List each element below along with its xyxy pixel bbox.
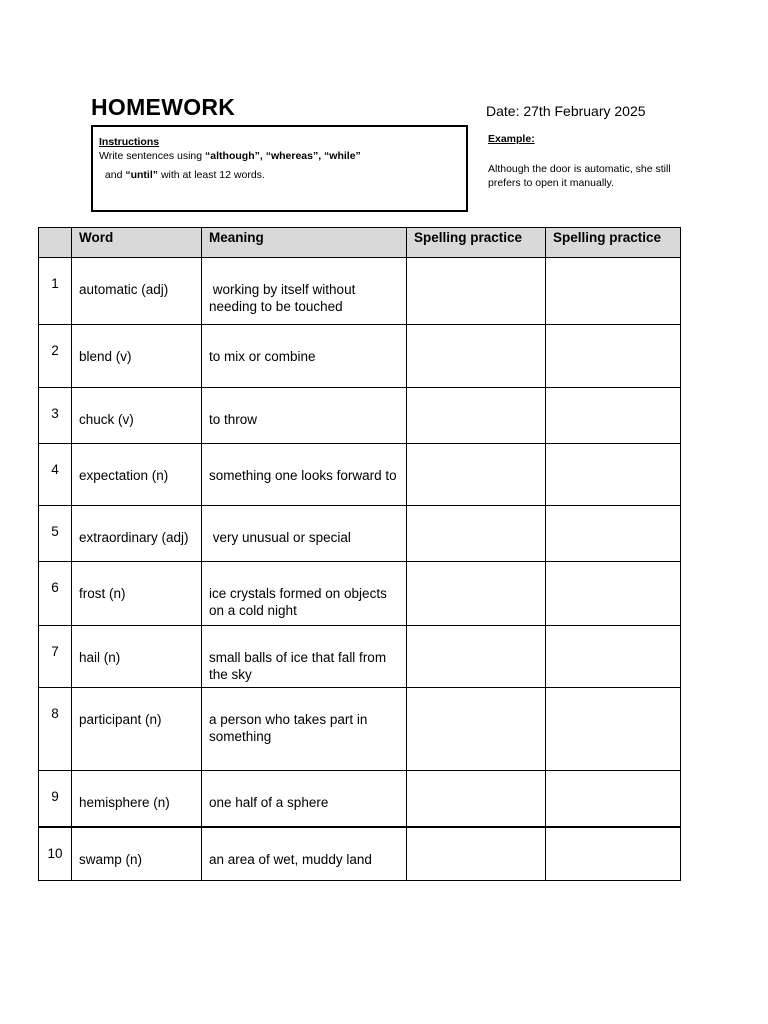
spelling-practice-cell[interactable] bbox=[407, 444, 546, 506]
word-text: participant (n) bbox=[79, 712, 162, 727]
table-row bbox=[39, 771, 681, 827]
table-row bbox=[39, 562, 681, 626]
table-row bbox=[39, 258, 681, 325]
meaning-text: working by itself without needing to be touched bbox=[209, 282, 360, 314]
page-title: HOMEWORK bbox=[91, 94, 236, 120]
spelling-practice-cell[interactable] bbox=[407, 258, 546, 325]
column-header-spelling-1: Spelling practice bbox=[407, 228, 546, 258]
row-number-text: 1 bbox=[51, 276, 59, 291]
word-cell bbox=[72, 258, 202, 325]
spelling-practice-cell[interactable] bbox=[407, 688, 546, 771]
meaning-cell bbox=[202, 626, 407, 688]
meaning-cell bbox=[202, 506, 407, 562]
row-number bbox=[39, 827, 72, 881]
meaning-text: one half of a sphere bbox=[209, 795, 329, 810]
word-text: blend (v) bbox=[79, 349, 132, 364]
meaning-cell bbox=[202, 688, 407, 771]
spelling-practice-cell[interactable] bbox=[546, 325, 681, 388]
spelling-practice-cell[interactable] bbox=[407, 827, 546, 881]
table-row bbox=[39, 325, 681, 388]
vocabulary-table bbox=[38, 227, 681, 881]
spelling-practice-cell[interactable] bbox=[407, 771, 546, 827]
row-number bbox=[39, 771, 72, 827]
meaning-cell bbox=[202, 388, 407, 444]
word-text: hemisphere (n) bbox=[79, 795, 170, 810]
column-header-spelling-2: Spelling practice bbox=[546, 228, 681, 258]
meaning-text: ice crystals formed on objects on a cold night bbox=[209, 586, 387, 618]
table-header-row bbox=[39, 228, 681, 258]
word-text: frost (n) bbox=[79, 586, 126, 601]
table-row bbox=[39, 388, 681, 444]
spelling-practice-cell[interactable] bbox=[546, 388, 681, 444]
row-number-text: 9 bbox=[51, 789, 59, 804]
meaning-cell bbox=[202, 562, 407, 626]
instructions-line-2 bbox=[102, 168, 265, 182]
spelling-practice-cell[interactable] bbox=[546, 771, 681, 827]
instructions-line-1-prefix: Write sentences using bbox=[99, 150, 206, 162]
row-number bbox=[39, 506, 72, 562]
word-text: automatic (adj) bbox=[79, 282, 169, 297]
spelling-practice-cell[interactable] bbox=[407, 388, 546, 444]
instructions-line-1 bbox=[99, 149, 361, 163]
table-row bbox=[39, 688, 681, 771]
table-row bbox=[39, 827, 681, 881]
instructions-box bbox=[91, 125, 468, 212]
spelling-practice-cell[interactable] bbox=[407, 325, 546, 388]
spelling-practice-cell[interactable] bbox=[546, 258, 681, 325]
meaning-text: small balls of ice that fall from the sky bbox=[209, 650, 387, 682]
column-header-number bbox=[39, 228, 72, 258]
word-cell bbox=[72, 771, 202, 827]
row-number-text: 4 bbox=[51, 462, 59, 477]
instructions-line-2-suffix: with at least 12 words. bbox=[158, 169, 265, 181]
word-cell bbox=[72, 388, 202, 444]
table-row bbox=[39, 506, 681, 562]
instructions-target-words: “although”, “whereas”, “while” bbox=[205, 150, 361, 162]
row-number bbox=[39, 258, 72, 325]
instructions-until-word: “until” bbox=[125, 169, 159, 181]
meaning-text: to mix or combine bbox=[209, 349, 316, 364]
meaning-text: something one looks forward to bbox=[209, 468, 397, 483]
row-number bbox=[39, 688, 72, 771]
row-number-text: 2 bbox=[51, 343, 59, 358]
word-cell bbox=[72, 626, 202, 688]
table-row bbox=[39, 444, 681, 506]
row-number bbox=[39, 626, 72, 688]
word-text: extraordinary (adj) bbox=[79, 530, 189, 545]
word-cell bbox=[72, 688, 202, 771]
spelling-practice-cell[interactable] bbox=[546, 827, 681, 881]
word-cell bbox=[72, 506, 202, 562]
meaning-text: to throw bbox=[209, 412, 258, 427]
spelling-practice-cell[interactable] bbox=[546, 506, 681, 562]
word-text: hail (n) bbox=[79, 650, 121, 665]
row-number bbox=[39, 444, 72, 506]
table-row bbox=[39, 626, 681, 688]
spelling-practice-cell[interactable] bbox=[546, 562, 681, 626]
word-text: expectation (n) bbox=[79, 468, 169, 483]
spelling-practice-cell[interactable] bbox=[407, 506, 546, 562]
word-text: swamp (n) bbox=[79, 851, 143, 867]
meaning-cell bbox=[202, 325, 407, 388]
word-cell bbox=[72, 827, 202, 881]
meaning-cell bbox=[202, 827, 407, 881]
meaning-cell bbox=[202, 258, 407, 325]
example-label: Example: bbox=[488, 133, 535, 145]
date-label: Date: 27th February 2025 bbox=[486, 103, 646, 119]
meaning-text: an area of wet, muddy land bbox=[209, 851, 372, 867]
word-cell bbox=[72, 562, 202, 626]
row-number-text: 7 bbox=[51, 644, 59, 659]
spelling-practice-cell[interactable] bbox=[546, 444, 681, 506]
instructions-heading: Instructions bbox=[99, 136, 160, 148]
row-number bbox=[39, 325, 72, 388]
row-number-text: 5 bbox=[51, 524, 59, 539]
word-cell bbox=[72, 325, 202, 388]
meaning-text: a person who takes part in something bbox=[209, 712, 368, 744]
column-header-meaning: Meaning bbox=[202, 228, 407, 258]
row-number bbox=[39, 562, 72, 626]
word-cell bbox=[72, 444, 202, 506]
row-number-text: 6 bbox=[51, 580, 59, 595]
meaning-cell bbox=[202, 771, 407, 827]
row-number-text: 3 bbox=[51, 406, 59, 421]
row-number-text: 10 bbox=[47, 845, 63, 861]
column-header-word: Word bbox=[72, 228, 202, 258]
meaning-cell bbox=[202, 444, 407, 506]
instructions-line-2-prefix: and bbox=[102, 169, 126, 181]
spelling-practice-cell[interactable] bbox=[407, 626, 546, 688]
meaning-text: very unusual or special bbox=[209, 530, 351, 545]
spelling-practice-cell[interactable] bbox=[546, 688, 681, 771]
row-number-text: 8 bbox=[51, 706, 59, 721]
word-text: chuck (v) bbox=[79, 412, 134, 427]
spelling-practice-cell[interactable] bbox=[407, 562, 546, 626]
spelling-practice-cell[interactable] bbox=[546, 626, 681, 688]
row-number bbox=[39, 388, 72, 444]
example-sentence: Although the door is automatic, she still prefers to open it manually. bbox=[488, 163, 671, 190]
